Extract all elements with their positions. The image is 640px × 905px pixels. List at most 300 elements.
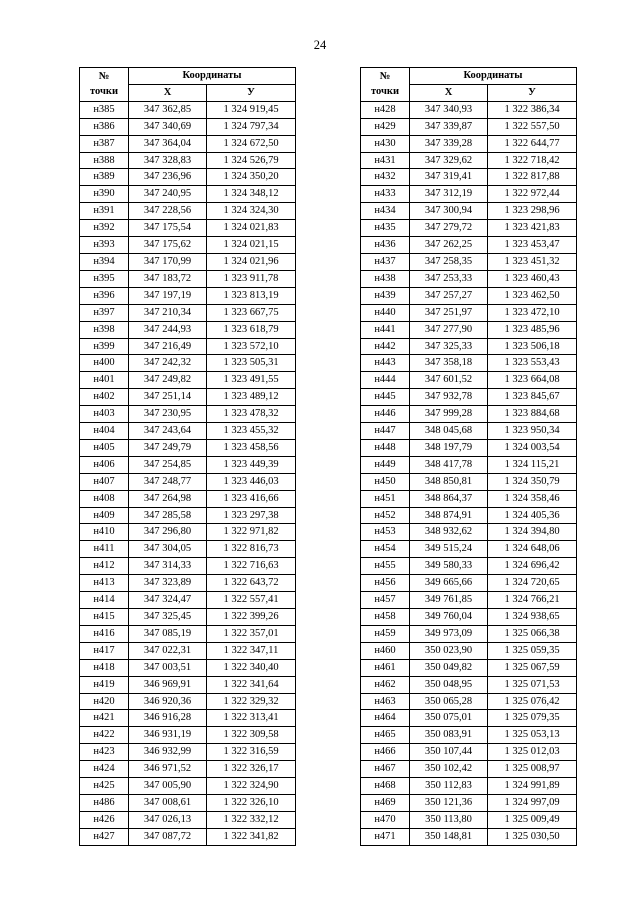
point-number-cell: н455 xyxy=(361,558,410,575)
y-coordinate-cell: 1 324 997,09 xyxy=(488,794,577,811)
y-coordinate-cell: 1 325 059,35 xyxy=(488,642,577,659)
table-row xyxy=(80,676,296,693)
table-row xyxy=(361,744,577,761)
y-coordinate-cell: 1 324 672,50 xyxy=(207,135,296,152)
table-row xyxy=(361,575,577,592)
table-row xyxy=(80,541,296,558)
y-coordinate-cell: 1 324 350,20 xyxy=(207,169,296,186)
table-row xyxy=(361,794,577,811)
y-coordinate-cell: 1 323 491,55 xyxy=(207,372,296,389)
point-label: точки xyxy=(370,86,400,98)
x-coordinate-cell: 347 175,62 xyxy=(129,237,207,254)
point-number-cell: н385 xyxy=(80,101,129,118)
x-coordinate-cell: 347 325,45 xyxy=(129,609,207,626)
x-coordinate-cell: 347 324,47 xyxy=(129,592,207,609)
point-number-cell: н409 xyxy=(80,507,129,524)
point-number-cell: н410 xyxy=(80,524,129,541)
y-coordinate-cell: 1 323 462,50 xyxy=(488,287,577,304)
y-coordinate-cell: 1 323 845,67 xyxy=(488,389,577,406)
table-row xyxy=(80,389,296,406)
x-coordinate-cell: 347 277,90 xyxy=(410,321,488,338)
x-coordinate-cell: 350 113,80 xyxy=(410,811,488,828)
x-coordinate-cell: 347 328,83 xyxy=(129,152,207,169)
x-coordinate-cell: 347 279,72 xyxy=(410,220,488,237)
point-number-cell: н428 xyxy=(361,101,410,118)
table-row xyxy=(361,203,577,220)
y-coordinate-cell: 1 324 348,12 xyxy=(207,186,296,203)
table-row xyxy=(80,423,296,440)
x-coordinate-cell: 347 242,32 xyxy=(129,355,207,372)
y-coordinate-cell: 1 324 021,96 xyxy=(207,253,296,270)
y-coordinate-cell: 1 322 718,42 xyxy=(488,152,577,169)
x-coordinate-cell: 346 932,99 xyxy=(129,744,207,761)
table-row xyxy=(361,169,577,186)
point-number-cell: н388 xyxy=(80,152,129,169)
y-coordinate-cell: 1 322 347,11 xyxy=(207,642,296,659)
point-label: точки xyxy=(89,86,119,98)
x-coordinate-cell: 347 085,19 xyxy=(129,625,207,642)
table-row xyxy=(361,490,577,507)
point-number-cell: н471 xyxy=(361,828,410,845)
x-coordinate-cell: 347 003,51 xyxy=(129,659,207,676)
point-number-cell: н459 xyxy=(361,625,410,642)
point-number-cell: н486 xyxy=(80,794,129,811)
y-coordinate-cell: 1 324 991,89 xyxy=(488,778,577,795)
point-number-cell: н438 xyxy=(361,270,410,287)
point-number-cell: н436 xyxy=(361,237,410,254)
point-number-cell: н442 xyxy=(361,338,410,355)
table-row xyxy=(361,524,577,541)
point-number-cell: н458 xyxy=(361,609,410,626)
table-row xyxy=(361,541,577,558)
x-coordinate-cell: 347 262,25 xyxy=(410,237,488,254)
table-row xyxy=(361,659,577,676)
table-row xyxy=(361,439,577,456)
y-coordinate-cell: 1 322 324,90 xyxy=(207,778,296,795)
x-coordinate-cell: 349 665,66 xyxy=(410,575,488,592)
x-coordinate-cell: 348 045,68 xyxy=(410,423,488,440)
x-coordinate-cell: 347 249,79 xyxy=(129,439,207,456)
x-coordinate-cell: 349 580,33 xyxy=(410,558,488,575)
point-number-cell: н444 xyxy=(361,372,410,389)
table-row xyxy=(80,186,296,203)
table-body xyxy=(361,101,577,845)
point-number-cell: н457 xyxy=(361,592,410,609)
table-row xyxy=(361,304,577,321)
point-number-cell: н423 xyxy=(80,744,129,761)
point-number-cell: н394 xyxy=(80,253,129,270)
x-coordinate-cell: 347 248,77 xyxy=(129,473,207,490)
table-row xyxy=(361,389,577,406)
point-number-cell: н391 xyxy=(80,203,129,220)
point-number-cell: н448 xyxy=(361,439,410,456)
x-coordinate-cell: 347 258,35 xyxy=(410,253,488,270)
x-coordinate-cell: 347 253,33 xyxy=(410,270,488,287)
x-coordinate-cell: 346 931,19 xyxy=(129,727,207,744)
table-row xyxy=(361,828,577,845)
point-number-cell: н411 xyxy=(80,541,129,558)
x-coordinate-cell: 347 340,69 xyxy=(129,118,207,135)
table-row xyxy=(80,118,296,135)
y-coordinate-cell: 1 322 386,34 xyxy=(488,101,577,118)
point-number-cell: н430 xyxy=(361,135,410,152)
x-coordinate-cell: 348 932,62 xyxy=(410,524,488,541)
point-number-cell: н437 xyxy=(361,253,410,270)
table-row xyxy=(80,439,296,456)
table-row xyxy=(80,473,296,490)
y-coordinate-cell: 1 322 971,82 xyxy=(207,524,296,541)
table-row xyxy=(80,575,296,592)
point-number-cell: н434 xyxy=(361,203,410,220)
x-coordinate-cell: 347 251,97 xyxy=(410,304,488,321)
y-coordinate-cell: 1 322 972,44 xyxy=(488,186,577,203)
y-coordinate-cell: 1 323 618,79 xyxy=(207,321,296,338)
point-number-cell: н429 xyxy=(361,118,410,135)
x-coordinate-cell: 347 254,85 xyxy=(129,456,207,473)
y-header: У xyxy=(488,84,577,101)
x-coordinate-cell: 347 005,90 xyxy=(129,778,207,795)
point-number-cell: н407 xyxy=(80,473,129,490)
x-coordinate-cell: 347 087,72 xyxy=(129,828,207,845)
table-row xyxy=(361,287,577,304)
y-coordinate-cell: 1 322 329,32 xyxy=(207,693,296,710)
table-row xyxy=(80,253,296,270)
table-row xyxy=(361,473,577,490)
x-coordinate-cell: 347 175,54 xyxy=(129,220,207,237)
table-row xyxy=(361,152,577,169)
y-coordinate-cell: 1 322 643,72 xyxy=(207,575,296,592)
x-coordinate-cell: 347 300,94 xyxy=(410,203,488,220)
y-coordinate-cell: 1 323 449,39 xyxy=(207,456,296,473)
x-coordinate-cell: 347 210,34 xyxy=(129,304,207,321)
x-coordinate-cell: 347 340,93 xyxy=(410,101,488,118)
x-coordinate-cell: 348 197,79 xyxy=(410,439,488,456)
point-number-cell: н445 xyxy=(361,389,410,406)
y-coordinate-cell: 1 324 394,80 xyxy=(488,524,577,541)
point-number-cell: н387 xyxy=(80,135,129,152)
point-number-cell: н414 xyxy=(80,592,129,609)
point-number-cell: н415 xyxy=(80,609,129,626)
point-number-cell: н392 xyxy=(80,220,129,237)
point-number-cell: н454 xyxy=(361,541,410,558)
point-number-cell: н460 xyxy=(361,642,410,659)
y-coordinate-cell: 1 323 421,83 xyxy=(488,220,577,237)
point-number-cell: н416 xyxy=(80,625,129,642)
y-coordinate-cell: 1 323 416,66 xyxy=(207,490,296,507)
table-row xyxy=(361,693,577,710)
table-row xyxy=(361,507,577,524)
table-row xyxy=(361,253,577,270)
y-coordinate-cell: 1 322 332,12 xyxy=(207,811,296,828)
x-coordinate-cell: 350 102,42 xyxy=(410,761,488,778)
y-coordinate-cell: 1 324 405,36 xyxy=(488,507,577,524)
coordinates-table-left xyxy=(79,67,296,846)
table-row xyxy=(80,101,296,118)
table-row xyxy=(80,727,296,744)
y-coordinate-cell: 1 323 572,10 xyxy=(207,338,296,355)
table-row xyxy=(80,220,296,237)
y-coordinate-cell: 1 324 324,30 xyxy=(207,203,296,220)
table-row xyxy=(80,761,296,778)
table-row xyxy=(80,828,296,845)
x-coordinate-cell: 350 048,95 xyxy=(410,676,488,693)
point-number-cell: н401 xyxy=(80,372,129,389)
point-number-cell: н467 xyxy=(361,761,410,778)
table-row xyxy=(80,710,296,727)
point-number-cell: н389 xyxy=(80,169,129,186)
x-coordinate-cell: 347 285,58 xyxy=(129,507,207,524)
point-number-cell: н466 xyxy=(361,744,410,761)
table-row xyxy=(80,355,296,372)
y-coordinate-cell: 1 325 008,97 xyxy=(488,761,577,778)
x-coordinate-cell: 350 112,83 xyxy=(410,778,488,795)
x-coordinate-cell: 347 216,49 xyxy=(129,338,207,355)
y-coordinate-cell: 1 322 326,10 xyxy=(207,794,296,811)
table-row xyxy=(80,169,296,186)
point-number-cell: н386 xyxy=(80,118,129,135)
x-coordinate-cell: 350 083,91 xyxy=(410,727,488,744)
x-coordinate-cell: 347 251,14 xyxy=(129,389,207,406)
x-coordinate-cell: 346 971,52 xyxy=(129,761,207,778)
table-row xyxy=(361,456,577,473)
point-number-cell: н424 xyxy=(80,761,129,778)
x-coordinate-cell: 347 339,87 xyxy=(410,118,488,135)
point-number-cell: н450 xyxy=(361,473,410,490)
x-coordinate-cell: 347 026,13 xyxy=(129,811,207,828)
point-number-cell: н449 xyxy=(361,456,410,473)
y-coordinate-cell: 1 324 003,54 xyxy=(488,439,577,456)
y-coordinate-cell: 1 324 720,65 xyxy=(488,575,577,592)
point-number-cell: н405 xyxy=(80,439,129,456)
table-row xyxy=(80,659,296,676)
x-coordinate-cell: 349 973,09 xyxy=(410,625,488,642)
table-row xyxy=(361,101,577,118)
y-coordinate-cell: 1 325 066,38 xyxy=(488,625,577,642)
x-coordinate-cell: 347 008,61 xyxy=(129,794,207,811)
point-number-cell: н417 xyxy=(80,642,129,659)
table-row xyxy=(361,761,577,778)
y-coordinate-cell: 1 322 816,73 xyxy=(207,541,296,558)
y-coordinate-cell: 1 323 478,32 xyxy=(207,406,296,423)
point-number-cell: н431 xyxy=(361,152,410,169)
table-row xyxy=(80,642,296,659)
y-coordinate-cell: 1 323 297,38 xyxy=(207,507,296,524)
x-coordinate-cell: 347 230,95 xyxy=(129,406,207,423)
x-coordinate-cell: 347 170,99 xyxy=(129,253,207,270)
table-row xyxy=(361,118,577,135)
y-coordinate-cell: 1 325 079,35 xyxy=(488,710,577,727)
point-number-cell: н422 xyxy=(80,727,129,744)
x-coordinate-cell: 347 312,19 xyxy=(410,186,488,203)
table-row xyxy=(80,237,296,254)
y-coordinate-cell: 1 324 021,15 xyxy=(207,237,296,254)
y-coordinate-cell: 1 322 817,88 xyxy=(488,169,577,186)
y-coordinate-cell: 1 323 485,96 xyxy=(488,321,577,338)
y-coordinate-cell: 1 323 458,56 xyxy=(207,439,296,456)
point-number-header xyxy=(361,68,410,102)
point-number-cell: н464 xyxy=(361,710,410,727)
x-coordinate-cell: 350 121,36 xyxy=(410,794,488,811)
number-sign: № xyxy=(98,70,110,82)
table-row xyxy=(361,727,577,744)
y-coordinate-cell: 1 324 696,42 xyxy=(488,558,577,575)
table-row xyxy=(361,406,577,423)
y-coordinate-cell: 1 325 053,13 xyxy=(488,727,577,744)
point-number-cell: н393 xyxy=(80,237,129,254)
point-number-cell: н435 xyxy=(361,220,410,237)
table-row xyxy=(361,609,577,626)
table-row xyxy=(361,338,577,355)
point-number-cell: н443 xyxy=(361,355,410,372)
x-coordinate-cell: 346 969,91 xyxy=(129,676,207,693)
table-row xyxy=(80,693,296,710)
table-row xyxy=(80,135,296,152)
y-coordinate-cell: 1 324 648,06 xyxy=(488,541,577,558)
x-coordinate-cell: 347 601,52 xyxy=(410,372,488,389)
point-number-cell: н465 xyxy=(361,727,410,744)
x-coordinate-cell: 347 249,82 xyxy=(129,372,207,389)
point-number-cell: н456 xyxy=(361,575,410,592)
y-coordinate-cell: 1 323 460,43 xyxy=(488,270,577,287)
y-coordinate-cell: 1 322 340,40 xyxy=(207,659,296,676)
x-coordinate-cell: 347 362,85 xyxy=(129,101,207,118)
x-coordinate-cell: 350 107,44 xyxy=(410,744,488,761)
y-coordinate-cell: 1 324 938,65 xyxy=(488,609,577,626)
y-coordinate-cell: 1 322 326,17 xyxy=(207,761,296,778)
point-number-cell: н441 xyxy=(361,321,410,338)
point-number-cell: н447 xyxy=(361,423,410,440)
point-number-cell: н439 xyxy=(361,287,410,304)
y-coordinate-cell: 1 323 813,19 xyxy=(207,287,296,304)
x-coordinate-cell: 350 023,90 xyxy=(410,642,488,659)
y-coordinate-cell: 1 324 358,46 xyxy=(488,490,577,507)
y-coordinate-cell: 1 323 667,75 xyxy=(207,304,296,321)
y-coordinate-cell: 1 322 341,82 xyxy=(207,828,296,845)
table-row xyxy=(361,355,577,372)
x-coordinate-cell: 350 148,81 xyxy=(410,828,488,845)
x-coordinate-cell: 349 515,24 xyxy=(410,541,488,558)
x-coordinate-cell: 348 417,78 xyxy=(410,456,488,473)
y-coordinate-cell: 1 325 012,03 xyxy=(488,744,577,761)
y-coordinate-cell: 1 325 076,42 xyxy=(488,693,577,710)
y-coordinate-cell: 1 322 644,77 xyxy=(488,135,577,152)
x-coordinate-cell: 347 243,64 xyxy=(129,423,207,440)
y-coordinate-cell: 1 323 489,12 xyxy=(207,389,296,406)
table-row xyxy=(361,778,577,795)
coordinates-header: Координаты xyxy=(129,68,296,85)
point-number-cell: н463 xyxy=(361,693,410,710)
point-number-cell: н426 xyxy=(80,811,129,828)
point-number-cell: н399 xyxy=(80,338,129,355)
x-coordinate-cell: 349 760,04 xyxy=(410,609,488,626)
x-coordinate-cell: 347 240,95 xyxy=(129,186,207,203)
point-number-cell: н397 xyxy=(80,304,129,321)
y-coordinate-cell: 1 322 557,41 xyxy=(207,592,296,609)
point-number-header xyxy=(80,68,129,102)
table-row xyxy=(361,321,577,338)
x-coordinate-cell: 347 999,28 xyxy=(410,406,488,423)
table-row xyxy=(361,558,577,575)
table-row xyxy=(80,507,296,524)
table-row xyxy=(361,135,577,152)
y-coordinate-cell: 1 323 553,43 xyxy=(488,355,577,372)
table-row xyxy=(361,642,577,659)
table-row xyxy=(80,406,296,423)
table-row xyxy=(80,524,296,541)
y-coordinate-cell: 1 325 030,50 xyxy=(488,828,577,845)
y-coordinate-cell: 1 325 009,49 xyxy=(488,811,577,828)
table-row xyxy=(80,287,296,304)
point-number-cell: н408 xyxy=(80,490,129,507)
y-coordinate-cell: 1 323 506,18 xyxy=(488,338,577,355)
table-row xyxy=(80,625,296,642)
point-number-cell: н427 xyxy=(80,828,129,845)
y-coordinate-cell: 1 322 357,01 xyxy=(207,625,296,642)
table-row xyxy=(361,220,577,237)
y-coordinate-cell: 1 323 950,34 xyxy=(488,423,577,440)
table-row xyxy=(361,625,577,642)
page-number: 24 xyxy=(313,38,327,52)
x-coordinate-cell: 347 264,98 xyxy=(129,490,207,507)
x-header: Х xyxy=(410,84,488,101)
point-number-cell: н395 xyxy=(80,270,129,287)
point-number-cell: н412 xyxy=(80,558,129,575)
point-number-cell: н420 xyxy=(80,693,129,710)
y-coordinate-cell: 1 322 716,63 xyxy=(207,558,296,575)
table-row xyxy=(80,794,296,811)
point-number-cell: н432 xyxy=(361,169,410,186)
table-row xyxy=(361,270,577,287)
point-number-cell: н413 xyxy=(80,575,129,592)
x-coordinate-cell: 347 257,27 xyxy=(410,287,488,304)
point-number-cell: н421 xyxy=(80,710,129,727)
y-coordinate-cell: 1 324 919,45 xyxy=(207,101,296,118)
x-coordinate-cell: 347 022,31 xyxy=(129,642,207,659)
y-coordinate-cell: 1 322 341,64 xyxy=(207,676,296,693)
point-number-cell: н404 xyxy=(80,423,129,440)
table-row xyxy=(80,321,296,338)
x-coordinate-cell: 350 065,28 xyxy=(410,693,488,710)
y-coordinate-cell: 1 325 067,59 xyxy=(488,659,577,676)
table-row xyxy=(80,592,296,609)
point-number-cell: н440 xyxy=(361,304,410,321)
table-row xyxy=(80,558,296,575)
y-coordinate-cell: 1 324 797,34 xyxy=(207,118,296,135)
table-row xyxy=(80,456,296,473)
y-coordinate-cell: 1 325 071,53 xyxy=(488,676,577,693)
point-number-cell: н406 xyxy=(80,456,129,473)
y-coordinate-cell: 1 322 313,41 xyxy=(207,710,296,727)
x-coordinate-cell: 350 075,01 xyxy=(410,710,488,727)
x-coordinate-cell: 349 761,85 xyxy=(410,592,488,609)
x-coordinate-cell: 348 874,91 xyxy=(410,507,488,524)
point-number-cell: н403 xyxy=(80,406,129,423)
table-row xyxy=(361,423,577,440)
point-number-cell: н400 xyxy=(80,355,129,372)
table-row xyxy=(80,304,296,321)
table-row xyxy=(80,203,296,220)
table-row xyxy=(80,744,296,761)
x-coordinate-cell: 347 319,41 xyxy=(410,169,488,186)
x-coordinate-cell: 347 236,96 xyxy=(129,169,207,186)
table-row xyxy=(80,152,296,169)
point-number-cell: н461 xyxy=(361,659,410,676)
point-number-cell: н390 xyxy=(80,186,129,203)
point-number-cell: н451 xyxy=(361,490,410,507)
point-number-cell: н453 xyxy=(361,524,410,541)
y-coordinate-cell: 1 324 526,79 xyxy=(207,152,296,169)
x-coordinate-cell: 347 339,28 xyxy=(410,135,488,152)
